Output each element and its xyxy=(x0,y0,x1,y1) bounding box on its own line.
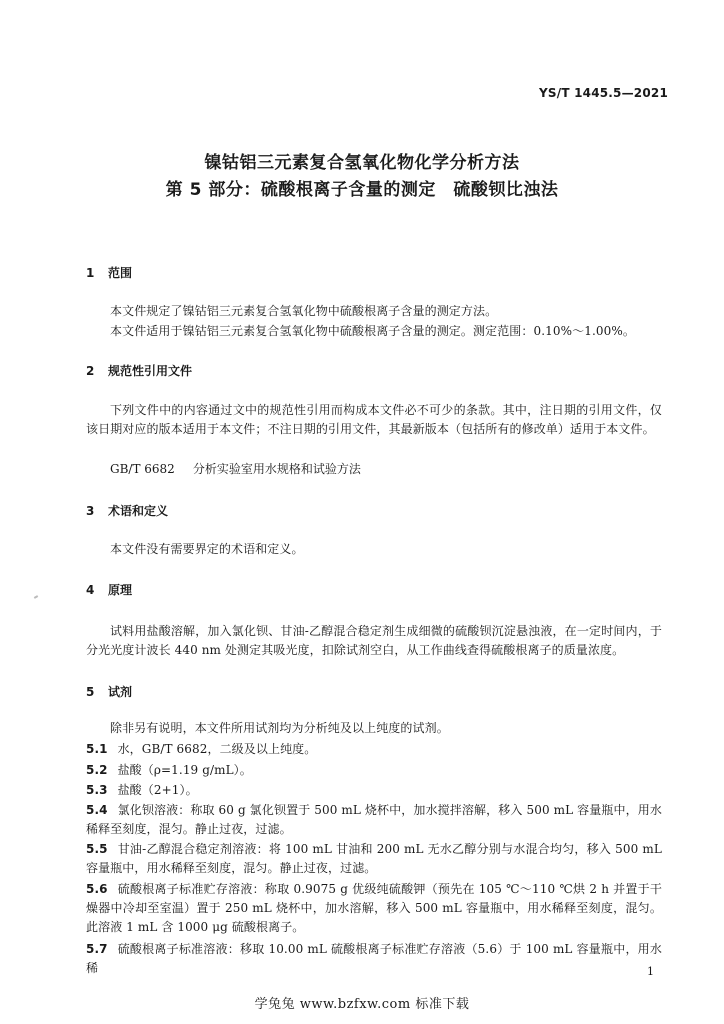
item-number: 5.7 xyxy=(86,942,108,956)
reagent-item xyxy=(86,740,662,759)
section-title: 规范性引用文件 xyxy=(108,364,193,378)
section-number: 2 xyxy=(86,364,95,378)
section-2-paragraph: 下列文件中的内容通过文中的规范性引用而构成本文件必不可少的条款。其中，注日期的引用文件，仅该日期对应的版本适用于本文件；不注日期的引用文件，其最新版本（包括所有的修改单）适用于本文件。 xyxy=(86,403,662,436)
item-number: 5.2 xyxy=(86,763,108,777)
item-text: 盐酸（ρ=1.19 g/mL）。 xyxy=(117,763,252,777)
section-title: 原理 xyxy=(108,583,133,597)
reagent-item xyxy=(86,801,662,839)
reference-code: GB/T 6682 xyxy=(110,462,175,476)
item-number: 5.6 xyxy=(86,882,108,896)
item-text: 甘油-乙醇混合稳定剂溶液：将 100 mL 甘油和 200 mL 无水乙醇分别与水混合均匀，移入 500 mL 容量瓶中，用水稀释至刻度，混匀。静止过夜，过滤。 xyxy=(86,842,662,875)
item-text: 水，GB/T 6682，二级及以上纯度。 xyxy=(117,742,317,756)
reference-title: 分析实验室用水规格和试验方法 xyxy=(192,462,361,476)
item-number: 5.5 xyxy=(86,842,108,856)
section-5-paragraph: 除非另有说明，本文件所用试剂均为分析纯及以上纯度的试剂。 xyxy=(110,721,449,735)
watermark-footer: 学兔兔 www.bzfxw.com 标准下载 xyxy=(254,997,470,1012)
reagent-item xyxy=(86,940,662,975)
reagent-item xyxy=(86,880,662,937)
reagent-item xyxy=(86,761,662,780)
section-number: 1 xyxy=(86,266,95,280)
section-number: 5 xyxy=(86,685,95,699)
section-number: 4 xyxy=(86,583,95,597)
section-number: 3 xyxy=(86,504,95,518)
item-text: 氯化钡溶液：称取 60 g 氯化钡置于 500 mL 烧杯中，加水搅拌溶解，移入 500 mL 容量瓶中，用水稀释至刻度，混匀。静止过夜，过滤。 xyxy=(86,803,662,836)
reagent-item xyxy=(86,781,662,800)
section-title: 术语和定义 xyxy=(108,504,169,518)
section-1-paragraph-1: 本文件规定了镍钴铝三元素复合氢氧化物中硫酸根离子含量的测定方法。 xyxy=(110,304,498,318)
document-title-line1: 镍钴铝三元素复合氢氧化物化学分析方法 xyxy=(204,153,520,173)
item-number: 5.1 xyxy=(86,742,108,756)
section-3-heading xyxy=(86,502,168,519)
section-1-heading xyxy=(86,264,132,281)
reference-item xyxy=(110,460,361,479)
document-title-line2: 第 5 部分：硫酸根离子含量的测定 硫酸钡比浊法 xyxy=(165,180,559,200)
item-text: 硫酸根离子标准贮存溶液：称取 0.9075 g 优级纯硫酸钾（预先在 105 ℃～110 ℃烘 2 h 并置于干燥器中冷却至室温）置于 250 mL 烧杯中，加水溶解，移入 500 mL 容量瓶中，用水稀释至刻度，混匀。此溶液 1 mL 含 1000 μg 硫酸根离子。 xyxy=(86,882,662,934)
section-2-heading xyxy=(86,362,192,379)
standard-number: YS/T 1445.5—2021 xyxy=(539,86,668,100)
section-4-paragraph: 试料用盐酸溶解，加入氯化钡、甘油-乙醇混合稳定剂生成细微的硫酸钡沉淀悬浊液，在一定时间内，于分光光度计波长 440 nm 处测定其吸光度，扣除试剂空白，从工作曲线查得硫酸根离子的质量浓度。 xyxy=(86,624,662,657)
scan-speck xyxy=(34,595,38,599)
section-3-paragraph: 本文件没有需要界定的术语和定义。 xyxy=(110,542,304,556)
item-number: 5.4 xyxy=(86,803,108,817)
section-1-paragraph-2: 本文件适用于镍钴铝三元素复合氢氧化物中硫酸根离子含量的测定。测定范围：0.10%～1.00%。 xyxy=(110,324,635,338)
reagent-item xyxy=(86,840,662,878)
item-text: 盐酸（2+1）。 xyxy=(117,783,198,797)
section-title: 范围 xyxy=(108,266,133,280)
item-number: 5.3 xyxy=(86,783,108,797)
item-text: 硫酸根离子标准溶液：移取 10.00 mL 硫酸根离子标准贮存溶液（5.6）于 100 mL 容量瓶中，用水稀 xyxy=(86,942,662,975)
section-title: 试剂 xyxy=(108,685,133,699)
section-4-heading xyxy=(86,581,132,598)
section-5-heading xyxy=(86,683,132,700)
page-number: 1 xyxy=(647,965,654,978)
